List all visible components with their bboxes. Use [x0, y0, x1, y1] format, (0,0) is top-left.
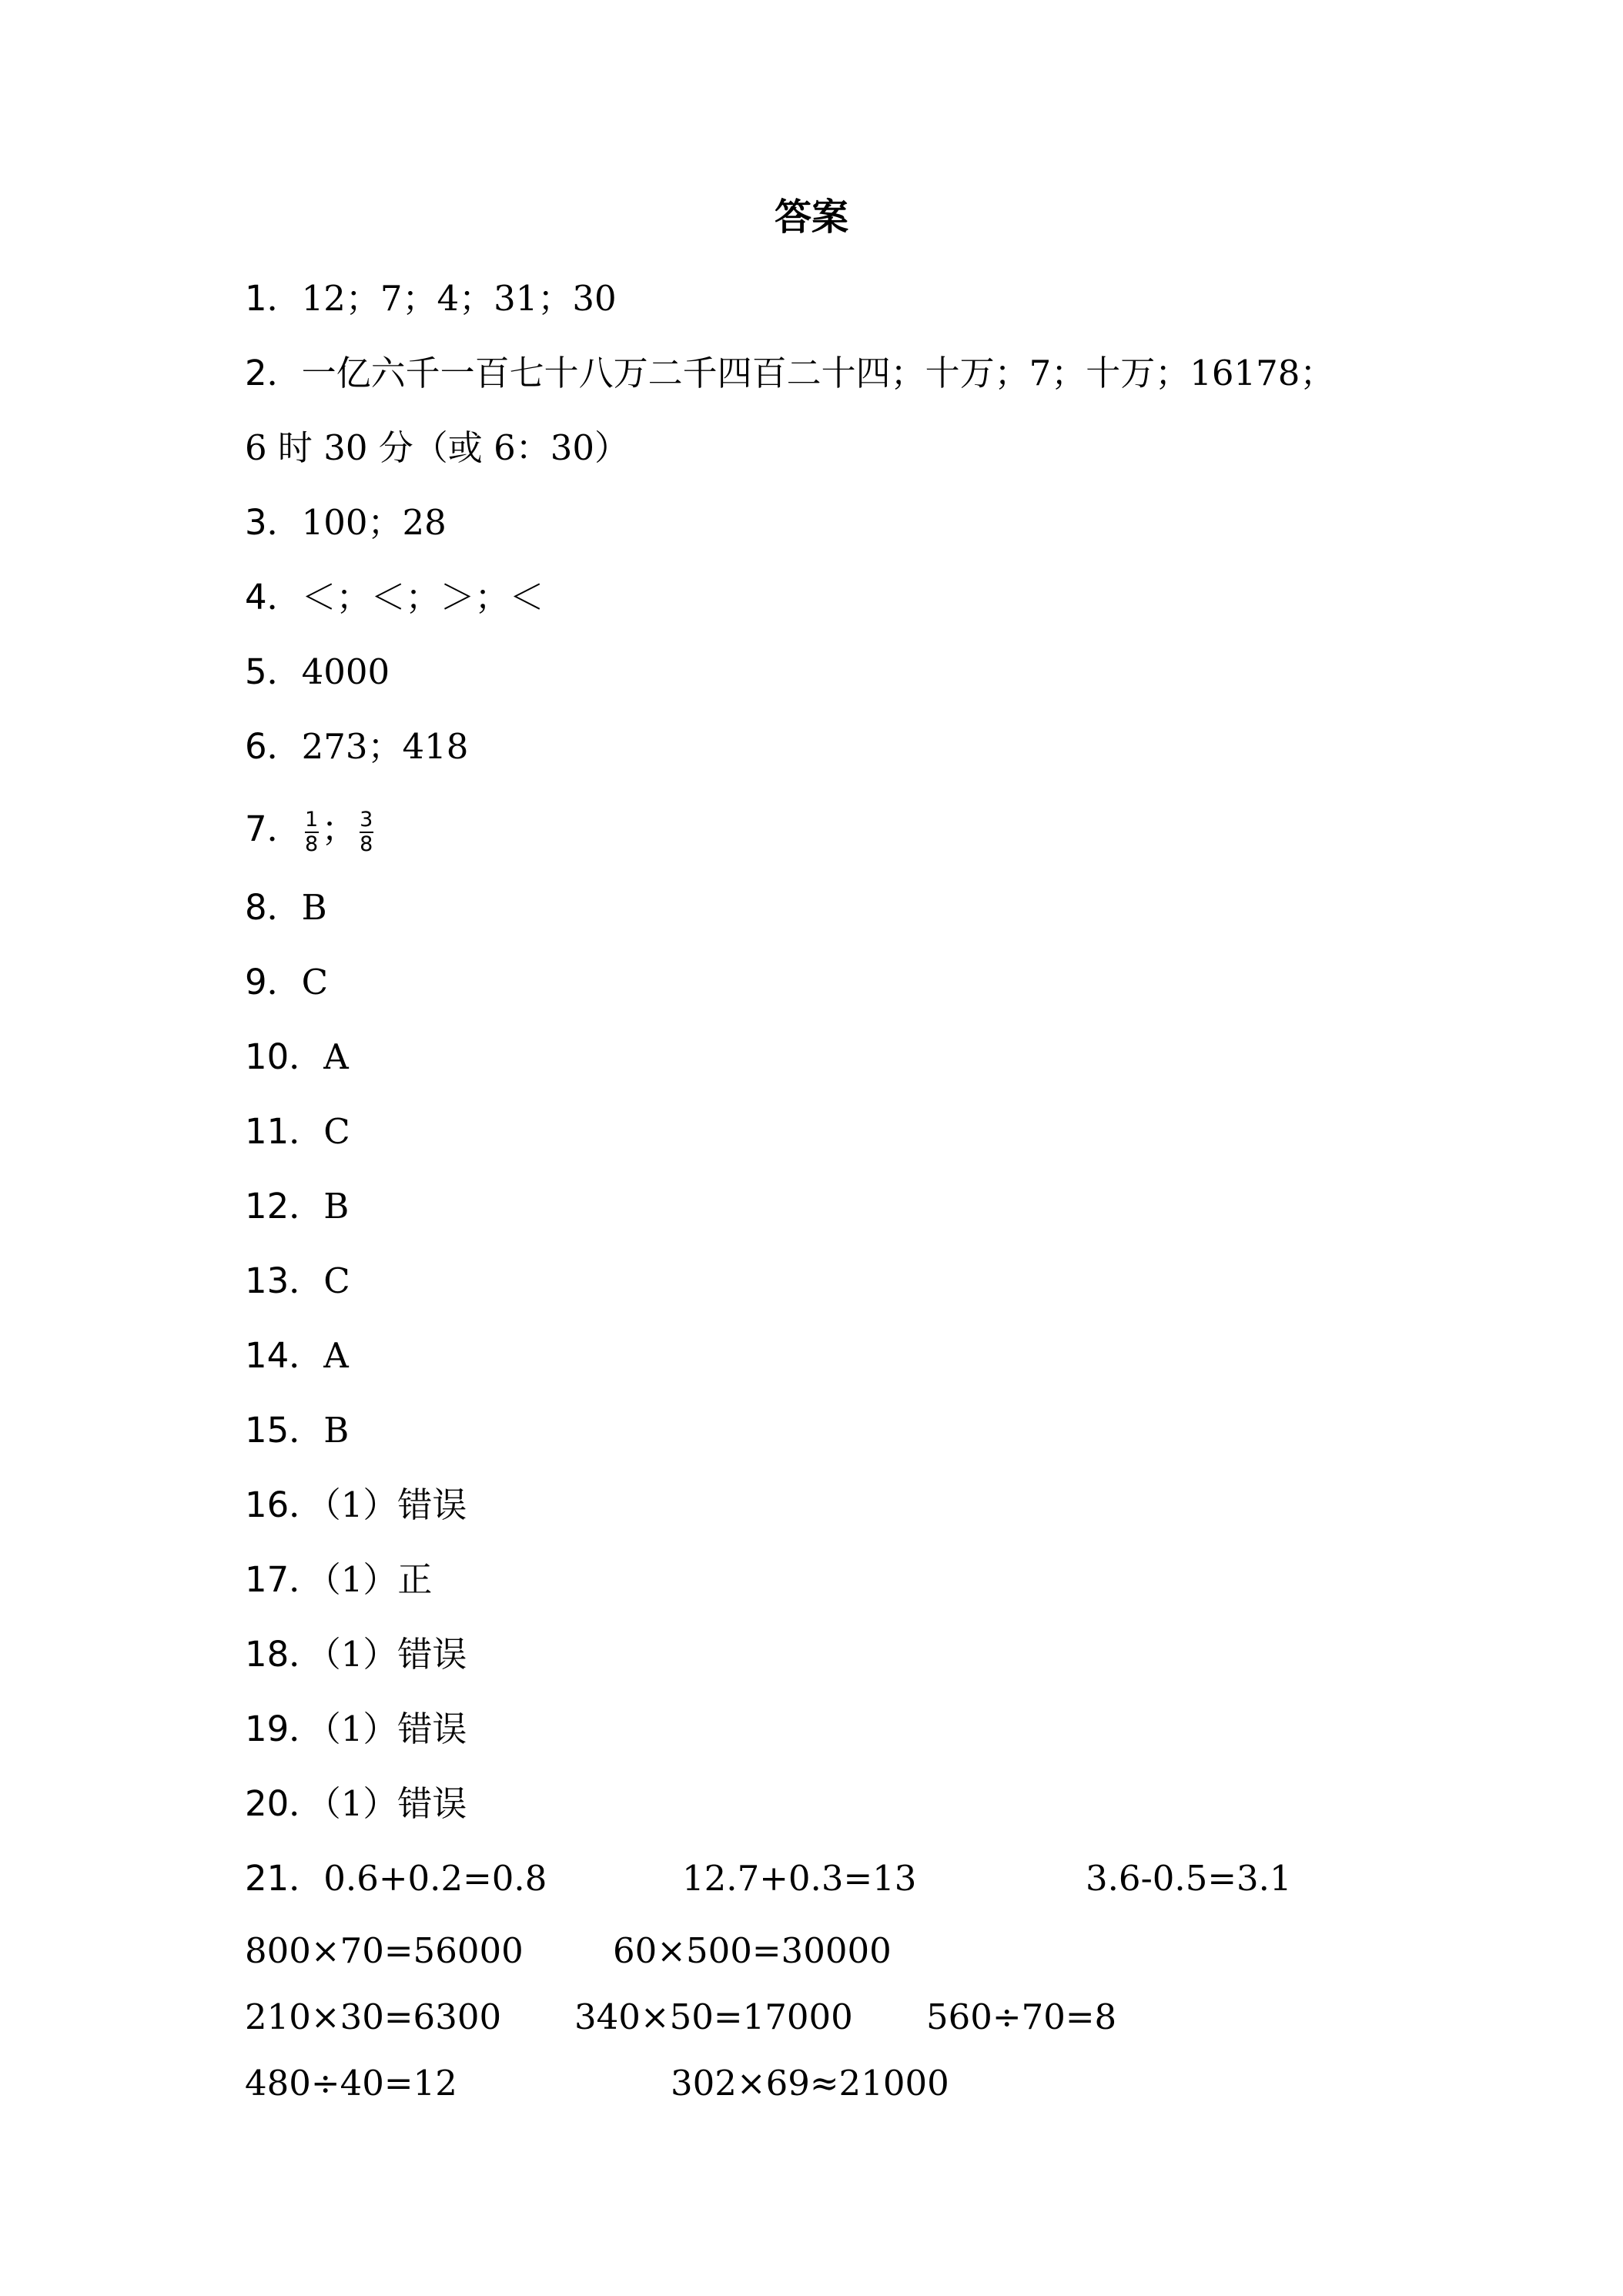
answer-text: ＜；＜；＞；＜	[301, 577, 544, 618]
equation: 480÷40=12	[245, 2063, 457, 2104]
answer-text: （1）错误	[323, 1484, 467, 1525]
answer-number: 6．	[245, 726, 302, 767]
answer-17	[245, 1557, 432, 1603]
answer-number: 16．	[245, 1484, 324, 1525]
answer-number: 18．	[245, 1634, 324, 1675]
answer-18	[245, 1632, 467, 1678]
answer-text: （1）错误	[323, 1634, 467, 1675]
answer-text: （1）错误	[323, 1783, 467, 1824]
answer-text: 6 时 30 分（或 6：30）	[245, 427, 629, 468]
fraction-numerator: 3	[360, 807, 373, 832]
fraction-1	[305, 808, 319, 856]
answer-number: 20．	[245, 1783, 324, 1824]
answer-6	[245, 724, 468, 770]
answer-text: 100；28	[301, 502, 447, 543]
answer-number: 14．	[245, 1335, 324, 1376]
answer-text: C	[323, 1260, 350, 1301]
answer-number: 11．	[245, 1111, 324, 1152]
answer-text: C	[323, 1111, 350, 1152]
answer-11	[245, 1109, 350, 1155]
answer-20	[245, 1781, 467, 1827]
answer-8	[245, 885, 327, 931]
answer-text: B	[301, 887, 327, 928]
answer-19	[245, 1706, 467, 1752]
answer-text: 4000	[301, 651, 390, 692]
fraction-denominator: 8	[360, 832, 373, 856]
equation: 302×69≈21000	[671, 2063, 949, 2104]
answer-5	[245, 649, 390, 695]
answer-text: （1）错误	[323, 1709, 467, 1749]
answer-2	[245, 350, 1334, 397]
fraction-denominator: 8	[305, 832, 319, 856]
equation: 210×30=6300	[245, 1996, 502, 2037]
answer-number: 12．	[245, 1186, 324, 1227]
equation: 340×50=17000	[574, 1996, 853, 2037]
equation: 800×70=56000	[245, 1930, 524, 1971]
answer-14	[245, 1333, 349, 1379]
answer-12	[245, 1183, 349, 1230]
answer-9	[245, 959, 328, 1006]
equation: 12.7+0.3=13	[682, 1858, 917, 1899]
answer-text: C	[301, 962, 329, 1002]
answer-number: 17．	[245, 1559, 324, 1600]
answer-number: 7．	[245, 808, 302, 849]
answer-4	[245, 574, 544, 621]
answer-text: 12；7；4；31；30	[301, 278, 617, 319]
equation: 560÷70=8	[926, 1996, 1117, 2037]
answer-text: 一亿六千一百七十八万二千四百二十四；十万；7；十万；16178；	[301, 353, 1335, 393]
answer-number: 19．	[245, 1709, 324, 1749]
page-title: 答案	[774, 196, 848, 239]
answer-number: 2．	[245, 353, 302, 393]
answer-number: 8．	[245, 887, 302, 928]
answer-text: B	[323, 1186, 350, 1227]
answer-21-row-1	[245, 1856, 1400, 1902]
answer-number: 9．	[245, 962, 302, 1002]
answer-number: 1．	[245, 278, 302, 319]
answer-number: 5．	[245, 651, 302, 692]
separator: ；	[321, 808, 356, 849]
answer-number: 10．	[245, 1036, 324, 1077]
answer-number: 4．	[245, 577, 302, 618]
answer-number: 3．	[245, 502, 302, 543]
answer-21-row-2	[245, 1928, 1400, 1974]
equation: 60×500=30000	[613, 1930, 892, 1971]
answer-3	[245, 500, 447, 546]
answer-1	[245, 276, 617, 322]
answer-21-row-4	[245, 2060, 1400, 2107]
answer-16	[245, 1482, 467, 1528]
fraction-2	[360, 808, 373, 856]
answer-10	[245, 1034, 349, 1080]
answer-21-row-3	[245, 1994, 1400, 2040]
answer-text: 273；418	[301, 726, 469, 767]
answer-7	[245, 801, 376, 858]
answer-text: （1）正	[323, 1559, 433, 1600]
equation: 3.6-0.5=3.1	[1086, 1858, 1292, 1899]
answer-number: 15．	[245, 1410, 324, 1451]
answer-number: 13．	[245, 1260, 324, 1301]
answer-text: A	[323, 1335, 349, 1376]
fraction-numerator: 1	[305, 807, 319, 832]
answer-text: A	[323, 1036, 349, 1077]
answer-15	[245, 1407, 349, 1454]
answer-13	[245, 1258, 350, 1304]
answer-text: B	[323, 1410, 350, 1451]
answer-2-continuation	[245, 425, 629, 471]
equation: 0.6+0.2=0.8	[323, 1858, 547, 1899]
answer-number: 21．	[245, 1858, 324, 1899]
